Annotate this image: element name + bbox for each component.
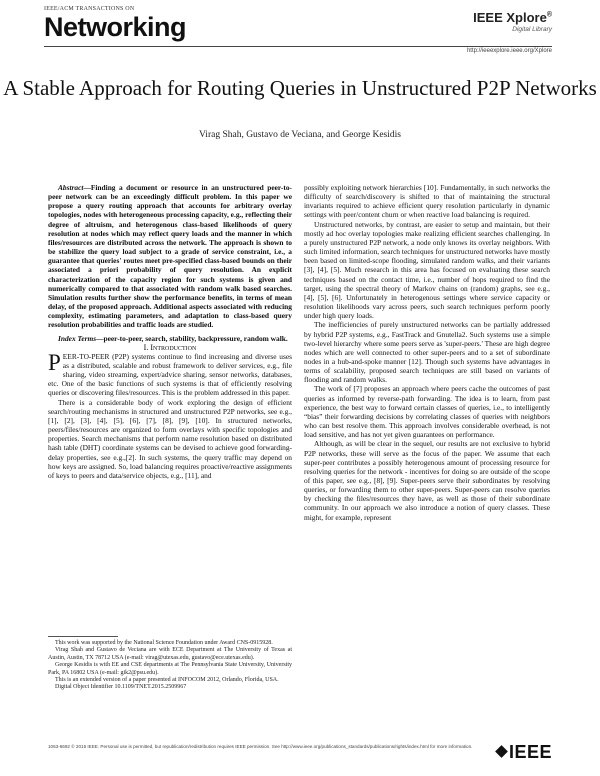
body-paragraph: The inefficiencies of purely unstructured networks can be partially addressed by hybrid P2P systems, e.g., FastTrack and Gnutella2. Such systems use a simple two-level hierarchy where some peers serve as 'super-peers.' These are high degree nodes which are well connected to other super-peers and to a set of subordinate nodes in a hub-and-spoke manner [12]. Though such systems have advantages in terms of scalability, proposed search techniques are still based on variants of flooding and random walks. bbox=[304, 320, 550, 385]
ieee-logo-text: IEEE bbox=[508, 742, 552, 762]
xplore-name: IEEE Xplore bbox=[473, 10, 547, 25]
footnote-rule bbox=[48, 636, 118, 637]
body-paragraph: The work of [7] proposes an approach where peers cache the outcomes of past queries as informed by reverse-path forwarding. The idea is to learn, from past experience, the best way to forward certain classes of queries, i.e., to intelligently “bias” their forwarding decisions by correlating classes of queries with neighbors who can best resolve them. This approach involves considerable overhead, is not load sensitive, and has not yet given guarantees on performance. bbox=[304, 384, 550, 440]
index-terms bbox=[48, 334, 292, 343]
index-terms-label: Index Terms bbox=[58, 333, 97, 343]
footnote: This is an extended version of a paper presented at INFOCOM 2012, Orlando, Florida, USA. bbox=[55, 677, 279, 684]
abstract-label: Abstract bbox=[58, 183, 84, 192]
footnote: Digital Object Identifier 10.1109/TNET.2015.2509967 bbox=[55, 684, 187, 691]
header-rule bbox=[44, 46, 552, 47]
abstract bbox=[48, 183, 292, 330]
body-paragraph: possibly exploiting network hierarchies [10]. Fundamentally, in such networks the difficulty of search/discovery is shifted to that of maintaining the structural invariants required to achieve efficient query resolution particularly in dynamic settings with peer/content churn or when reactive load balancing is required. bbox=[304, 183, 550, 220]
journal-series: IEEE/ACM TRANSACTIONS ON bbox=[44, 6, 135, 12]
footnote: George Kesidis is with EE and CSE departments at The Pennsylvania State University, University Park, PA 16802 USA (e-mail: gik2@psu.edu). bbox=[48, 662, 292, 676]
intro-paragraph bbox=[48, 349, 292, 398]
paper-title: A Stable Approach for Routing Queries in Unstructured P2P Networks bbox=[3, 76, 597, 100]
footnote: This work was supported by the National Science Foundation under Award CNS-0915928. bbox=[55, 640, 273, 646]
index-terms-text: —peer-to-peer, search, stability, backpressure, random walk. bbox=[96, 333, 288, 343]
abstract-text: —Finding a document or resource in an unstructured peer-to-peer network can be an exceedingly difficult problem. In this paper we propose a query routing approach that accounts for arbitrary overlay topologies, nodes with heterogeneous processing capacity, e.g., reflecting their degree of altruism, and heterogenous class-based likelihoods of query resolution at nodes which may reflect query loads and the manner in which files/resources are distributed across the network. The approach is shown to be stabilize the query load subject to a grade of service constraint, i.e., a guarantee that queries' routes meet pre-specified class-based bounds on their associated a priori probability of query resolution. An explicit characterization of the capacity region for such systems is given and numerically compared to that associated with random walk based searches. Simulation results further show the performance benefits, in terms of mean delay, of the proposed approach. Additional aspects associated with reducing complexity, estimating parameters, and adaptation to class-based query resolution probabilities and traffic loads are studied. bbox=[48, 183, 292, 330]
journal-masthead bbox=[44, 6, 186, 41]
ieee-logo bbox=[497, 742, 552, 763]
body-paragraph: Although, as will be clear in the sequel, our results are not exclusive to hybrid P2P networks, these will serve as the focus of the paper. We assume that each super-peer contributes a possibly heterogenous amount of processing resource for resolving queries for the network - incentives for doing so are outside of the scope of this paper, see e.g., [8], [9]. Super-peers serve their subordinates by resolving queries, or forwarding them to other super-peers. Super-peers can resolve queries by checking the files/resources they have, as well as those of their subordinate community. In our approach we also introduce a notion of query classes. These might, for example, represent bbox=[304, 439, 550, 522]
xplore-trademark: ® bbox=[546, 11, 552, 19]
xplore-url[interactable]: http://ieeexplore.ieee.org/Xplore bbox=[466, 48, 552, 54]
digital-library-label: Digital Library bbox=[512, 26, 552, 33]
drop-cap: P bbox=[48, 349, 61, 375]
ieee-diamond-icon bbox=[495, 745, 508, 758]
paper-authors: Virag Shah, Gustavo de Veciana, and George Kesidis bbox=[199, 130, 401, 140]
journal-title: Networking bbox=[44, 12, 187, 42]
intro-paragraph-text: EER-TO-PEER (P2P) systems continue to find increasing and diverse uses as a distributed, scalable and robust framework to deliver services, e.g., file sharing, video streaming, expert/advice sharing, sensor networks, databases, etc. One of the basic functions of such systems is that of efficiently resolving queries or discovering files/resources. This is the problem addressed in this paper. bbox=[48, 351, 292, 398]
footnotes bbox=[48, 640, 292, 692]
intro-paragraph: There is a considerable body of work exploring the design of efficient search/routing mechanisms in structured and unstructured P2P networks, see e.g.,[1], [2], [3], [4], [5], [6], [7], [8], [9], [10]. In structured networks, peers/files/resources are organized to form overlays with specific topologies and properties. Search mechanisms that perform name resolution based on distributed hash table (DHT) coordinate systems can be devised to achieve good forwarding-delay properties, see e.g.,[2]. In such systems, the query traffic may depend on how keys are assigned. So, load balancing requires proactive/reactive assignments of keys to peers and data/service objects, e.g., [11], and bbox=[48, 397, 292, 480]
xplore-logo bbox=[473, 10, 552, 33]
footnote: Virag Shah and Gustavo de Veciana are with ECE Department at The University of Texas at Austin, Austin, TX 78712 USA (e-mail: virag@utexas.edu, gustavo@ece.utexas.edu). bbox=[48, 647, 292, 661]
copyright-notice: 1063-6692 © 2015 IEEE. Personal use is permitted, but republication/redistribution requires IEEE permission. See http://www.ieee.org/publications_standards/publications/rights/index.html for more information. bbox=[48, 744, 473, 749]
section-heading-introduction: I. Introduction bbox=[143, 342, 197, 352]
right-column bbox=[304, 183, 550, 522]
body-paragraph: Unstructured networks, by contrast, are easier to setup and maintain, but their mostly ad hoc overlay topologies make realizing efficient searches challenging. In a purely unstructured P2P network, a node only knows its overlay neighbors. With such limited information, search techniques for unstructured networks have mostly been based on limited-scope flooding, simulated random walks, and their variants [3], [4], [5]. Much research in this area has focused on evaluating these search techniques based on the contact time, i.e., number of hops required to find the target, using the spectral theory of Markov chains on (random) graphs, see e.g., [4], [5], [6]. Unfortunately in heterogenous settings where service capacity or resolution likelihoods vary across peers, such search techniques perform poorly under high query loads. bbox=[304, 219, 550, 321]
left-column bbox=[48, 183, 292, 480]
